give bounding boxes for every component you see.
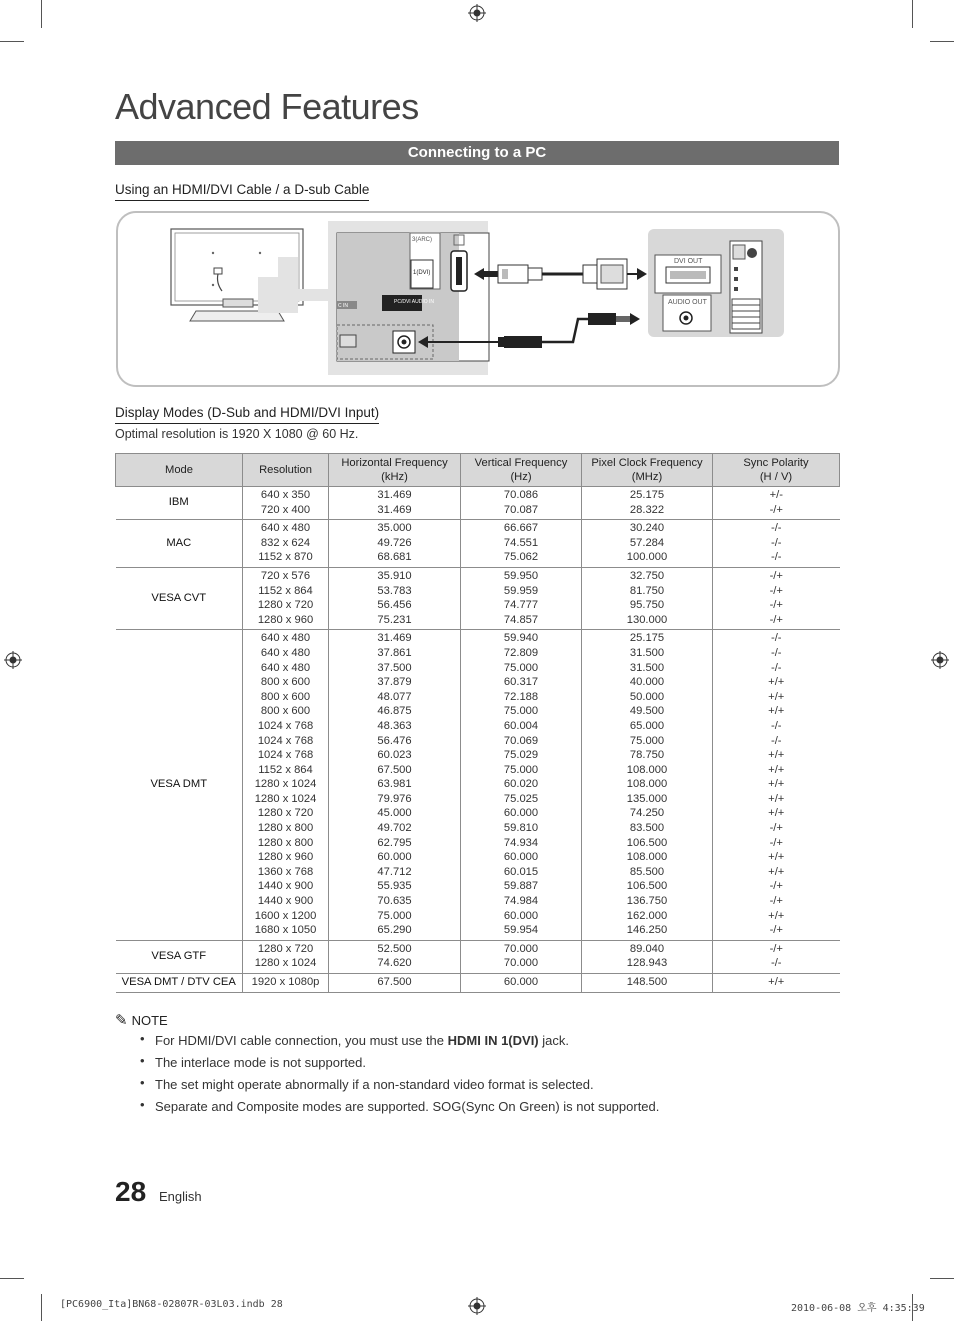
cell-sync: -/- -/- -/- [713,520,840,568]
note-list [140,1030,659,1118]
header-sync-polarity: Sync Polarity (H / V) [713,454,840,487]
cell-mode: VESA DMT [116,630,243,940]
cell-hfreq: 67.500 [329,974,461,993]
port-label-hdmi: 1(DVI) [413,270,431,276]
cell-pclock: 89.040 128.943 [582,940,713,973]
cell-resolution: 640 x 480 640 x 480 640 x 480 800 x 600 800 x 600 800 x 600 1024 x 768 1024 x 768 1024 x 768 1152 x 864 1280 x 1024 1280 x 1024 1280 x 720 1280 x 800 1280 x 800 1280 x 960 1360 x 768 1440 x 900 1440 x 900 1600 x 1200 1680 x 1050 [243,630,329,940]
cell-vfreq: 70.000 70.000 [461,940,582,973]
cell-sync: -/- -/- -/- +/+ +/+ +/+ -/- -/- +/+ +/+ +/+ +/+ +/+ -/+ -/+ +/+ +/+ -/+ -/+ +/+ -/+ [713,630,840,940]
header-vertical-frequency: Vertical Frequency (Hz) [461,454,582,487]
cell-pclock: 148.500 [582,974,713,993]
cell-vfreq: 59.950 59.959 74.777 74.857 [461,567,582,629]
note-label: NOTE [131,1013,168,1028]
port-label-pc-in: C IN [338,303,348,309]
subheading-cable: Using an HDMI/DVI Cable / a D-sub Cable [115,182,369,201]
cell-resolution: 640 x 350 720 x 400 [243,487,329,520]
connection-diagram [116,211,840,387]
cell-mode: MAC [116,520,243,568]
cell-resolution: 720 x 576 1152 x 864 1280 x 720 1280 x 960 [243,567,329,629]
page-number: 28 [115,1176,147,1207]
registration-mark-icon [931,651,949,669]
registration-mark-icon [468,1297,486,1315]
page-language: English [159,1189,202,1204]
table-row [116,974,840,993]
cell-sync: -/+ -/- [713,940,840,973]
cell-resolution: 1280 x 720 1280 x 1024 [243,940,329,973]
table-row [116,487,840,520]
crop-mark [912,0,913,28]
table-row [116,630,840,940]
cell-pclock: 32.750 81.750 95.750 130.000 [582,567,713,629]
cell-sync: -/+ -/+ -/+ -/+ [713,567,840,629]
registration-mark-icon [4,651,22,669]
cell-hfreq: 35.000 49.726 68.681 [329,520,461,568]
hdmi-dvi-cable [474,259,647,289]
cell-resolution: 1920 x 1080p [243,974,329,993]
cell-sync: +/- -/+ [713,487,840,520]
note-item: • The set might operate abnormally if a non-standard video format is selected. [140,1074,659,1096]
registration-mark-icon [468,4,486,22]
cell-mode: IBM [116,487,243,520]
cell-mode: VESA DMT / DTV CEA [116,974,243,993]
header-resolution: Resolution [243,454,329,487]
cell-pclock: 25.175 31.500 31.500 40.000 50.000 49.500 65.000 75.000 78.750 108.000 108.000 135.000 74.250 83.500 106.500 108.000 85.500 106.500 136.750 162.000 146.250 [582,630,713,940]
note-heading [115,1011,168,1029]
note-item: • The interlace mode is not supported. [140,1052,659,1074]
crop-mark [0,1278,24,1279]
table-row [116,567,840,629]
cell-mode: VESA GTF [116,940,243,973]
footer-file-info: [PC6900_Ita]BN68-02807R-03L03.indb 28 [60,1299,283,1310]
crop-mark [0,41,24,42]
cell-vfreq: 60.000 [461,974,582,993]
cell-hfreq: 31.469 37.861 37.500 37.879 48.077 46.875 48.363 56.476 60.023 67.500 63.981 79.976 45.000 49.702 62.795 60.000 47.712 55.935 70.635 75.000 65.290 [329,630,461,940]
header-horizontal-frequency: Horizontal Frequency (kHz) [329,454,461,487]
pencil-icon: ✎ [115,1012,128,1029]
header-pixel-clock: Pixel Clock Frequency (MHz) [582,454,713,487]
cell-vfreq: 70.086 70.087 [461,487,582,520]
subheading-display-modes: Display Modes (D-Sub and HDMI/DVI Input) [115,405,379,424]
section-header: Connecting to a PC [115,141,839,165]
note-item: • For HDMI/DVI cable connection, you must use the HDMI IN 1(DVI) jack. [140,1030,659,1052]
cell-sync: +/+ [713,974,840,993]
cell-pclock: 30.240 57.284 100.000 [582,520,713,568]
cell-hfreq: 35.910 53.783 56.456 75.231 [329,567,461,629]
cell-mode: VESA CVT [116,567,243,629]
page-title: Advanced Features [115,86,419,127]
table-row [116,940,840,973]
pc-port-label-dvi: DVI OUT [674,258,703,265]
table-header-row [116,454,840,487]
cell-vfreq: 59.940 72.809 75.000 60.317 72.188 75.000 60.004 70.069 75.029 75.000 60.020 75.025 60.000 59.810 74.934 60.000 60.015 59.887 74.984 60.000 59.954 [461,630,582,940]
pc-rear-illustration [648,229,784,337]
crop-mark [41,0,42,28]
port-label-arc: 3(ARC) [412,237,433,243]
cell-hfreq: 31.469 31.469 [329,487,461,520]
header-mode: Mode [116,454,243,487]
crop-mark [930,41,954,42]
port-label-audio-in: PC/DVI AUDIO IN [394,299,435,305]
crop-mark [930,1278,954,1279]
footer-timestamp: 2010-06-08 오후 4:35:39 [791,1303,925,1314]
cell-vfreq: 66.667 74.551 75.062 [461,520,582,568]
optimal-resolution-text: Optimal resolution is 1920 X 1080 @ 60 Hz. [115,427,359,441]
display-modes-table [115,453,840,993]
cell-resolution: 640 x 480 832 x 624 1152 x 870 [243,520,329,568]
note-item: • Separate and Composite modes are supported. SOG(Sync On Green) is not supported. [140,1096,659,1118]
cell-pclock: 25.175 28.322 [582,487,713,520]
crop-mark [41,1294,42,1321]
pc-port-label-audio: AUDIO OUT [668,299,707,306]
cell-hfreq: 52.500 74.620 [329,940,461,973]
table-row [116,520,840,568]
